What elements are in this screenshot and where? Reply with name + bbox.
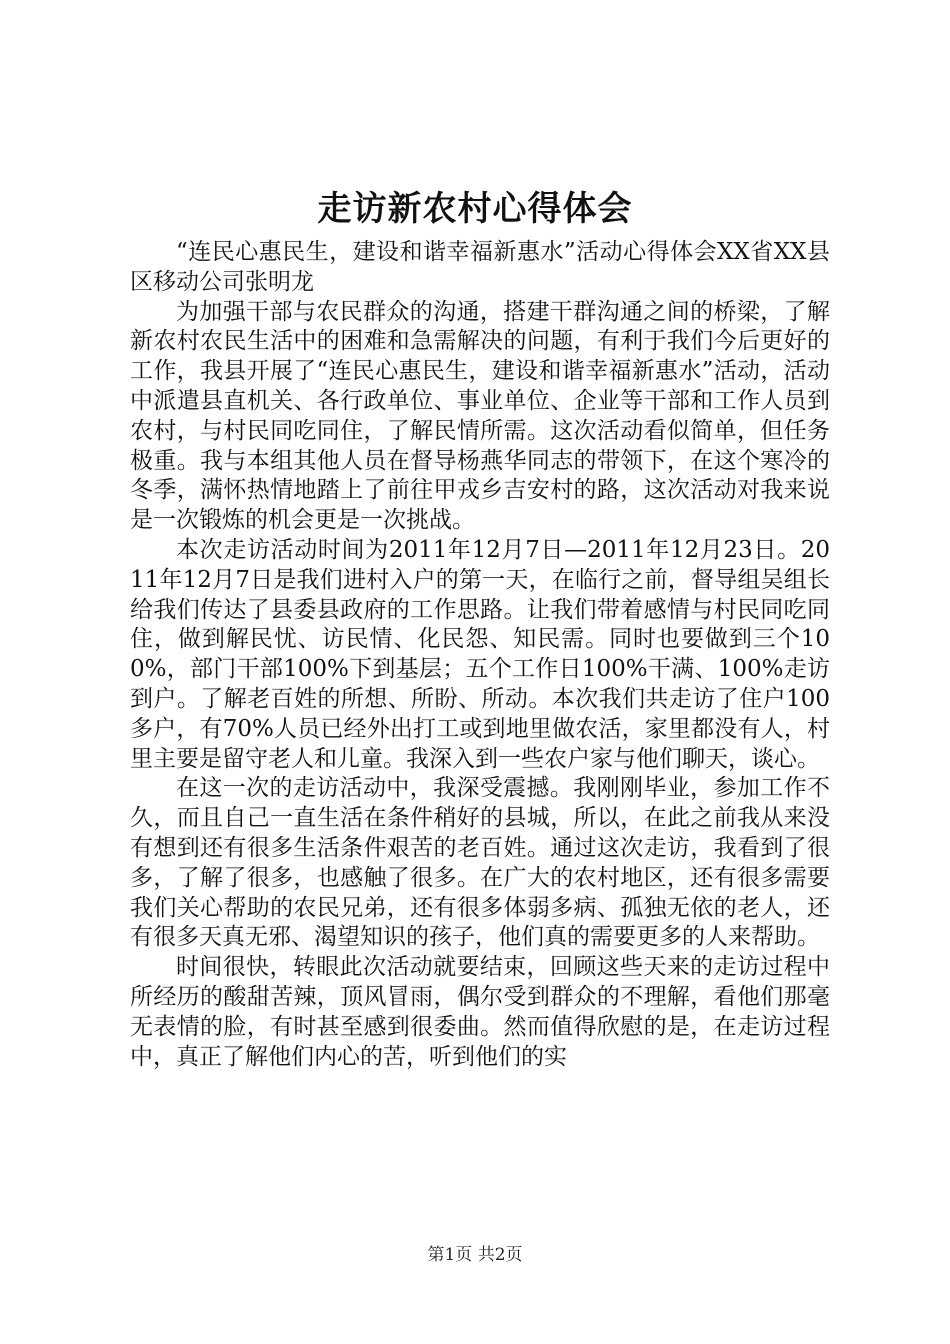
paragraph-subtitle: “连民心惠民生，建设和谐幸福新惠水”活动心得体会XX省XX县区移动公司张明龙 bbox=[130, 239, 830, 295]
document-body bbox=[130, 238, 830, 1072]
paragraph-intro: 为加强干部与农民群众的沟通，搭建干群沟通之间的桥梁，了解新农村农民生活中的困难和急需解决的问题，有利于我们今后更好的工作，我县开展了“连民心惠民生，建设和谐幸福新惠水”活动，活动中派遣县直机关、各行政单位、事业单位、企业等干部和工作人员到农村，与村民同吃同住，了解民情所需。这次活动看似简单，但任务极重。我与本组其他人员在督导杨燕华同志的带领下，在这个寒冷的冬季，满怀热情地踏上了前往甲戎乡吉安村的路，这次活动对我来说是一次锻炼的机会更是一次挑战。 bbox=[130, 298, 830, 534]
document-title: 走访新农村心得体会 bbox=[317, 189, 633, 229]
paragraph-schedule: 本次走访活动时间为2011年12月7日—2011年12月23日。2011年12月7日是我们进村入户的第一天，在临行之前，督导组吴组长给我们传达了县委县政府的工作思路。让我们带着感情与村民同吃同住，做到解民忧、访民情、化民怨、知民需。同时也要做到三个100%，部门干部100%下到基层；五个工作日100%干满、100%走访到户。了解老百姓的所想、所盼、所动。本次我们共走访了住户100多户，有70%人员已经外出打工或到地里做农活，家里都没有人，村里主要是留守老人和儿童。我深入到一些农户家与他们聊天，谈心。 bbox=[130, 536, 830, 772]
paragraph-conclusion: 时间很快，转眼此次活动就要结束，回顾这些天来的走访过程中所经历的酸甜苦辣，顶风冒雨，偶尔受到群众的不理解，看他们那毫无表情的脸，有时甚至感到很委曲。然而值得欣慰的是，在走访过程中，真正了解他们内心的苦，听到他们的实 bbox=[130, 954, 830, 1070]
page-number-footer: 第1页 共2页 bbox=[427, 1245, 523, 1265]
paragraph-reflection: 在这一次的走访活动中，我深受震撼。我刚刚毕业，参加工作不久，而且自己一直生活在条件稍好的县城，所以，在此之前我从来没有想到还有很多生活条件艰苦的老百姓。通过这次走访，我看到了很多，了解了很多，也感触了很多。在广大的农村地区，还有很多需要我们关心帮助的农民兄弟，还有很多体弱多病、孤独无依的老人，还有很多天真无邪、渴望知识的孩子，他们真的需要更多的人来帮助。 bbox=[130, 775, 830, 951]
